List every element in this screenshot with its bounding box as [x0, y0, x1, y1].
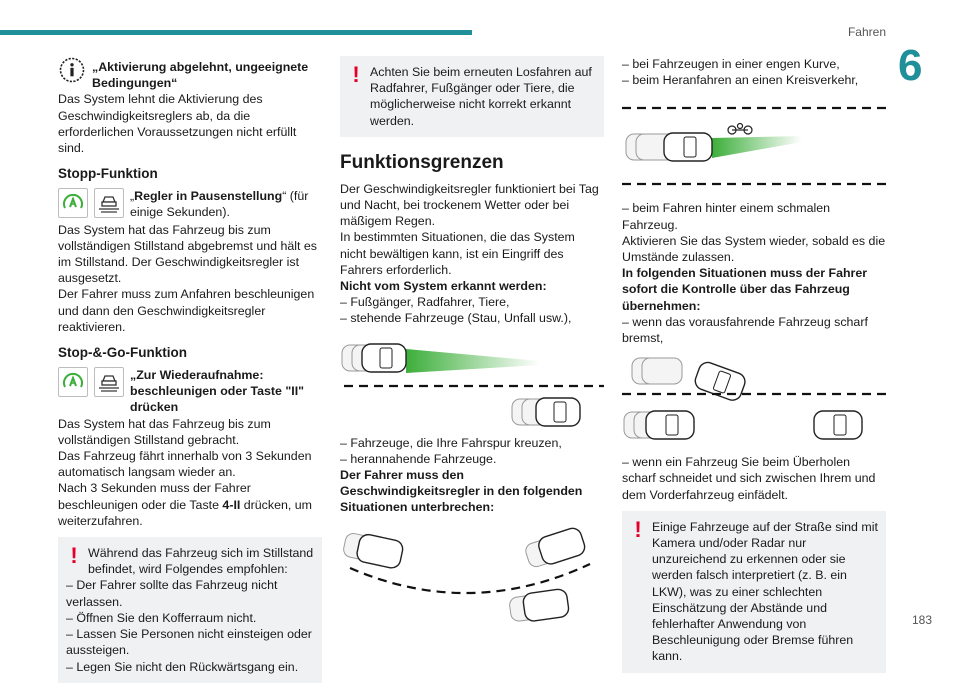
cruise-control-icon [58, 188, 88, 218]
list-item: – beim Heranfahren an einen Kreisverkehr, [622, 73, 859, 88]
vehicle-ahead-icon [94, 367, 124, 397]
list-item: – bei Fahrzeugen in einer engen Kurve, [622, 57, 840, 71]
warning-text: Einige Fahrzeuge auf der Straße sind mit Kamera und/oder Radar nur unzureichend zu erkennen oder sie werden falsch interpretiert (z. B. ein LKW), was zu einer schlechten Einschätzung der Abstände und fehlerhafter Anwendung von Beschleunigung oder Bremse führen kann. [652, 519, 878, 664]
warning-box-detection [622, 511, 886, 673]
info-icon [58, 56, 86, 84]
info-title: „Aktivierung abgelehnt, ungeeignete Bedingungen“ [92, 60, 309, 91]
list-item: – wenn ein Fahrzeug Sie beim Überholen scharf schneidet und sich zwischen Ihrem und dem Vorderfahrzeug einfädelt. [622, 455, 876, 502]
warning-item: – Lassen Sie Personen nicht einsteigen oder aussteigen. [66, 627, 312, 658]
stopgo-paragraph-3: Nach 3 Sekunden muss der Fahrer beschleunigen oder die Taste 4-II drücken, um weiterzufahren. [58, 481, 312, 528]
limits-paragraph-1: Der Geschwindigkeitsregler funktioniert bei Tag und Nacht, bei trockenem Wetter oder bei mäßigem Regen. [340, 181, 599, 229]
info-notice [58, 56, 322, 91]
stopgo-heading: Stop-&-Go-Funktion [58, 345, 187, 361]
section-title: Fahren [847, 25, 886, 39]
warning-box-restart [340, 56, 604, 137]
stopp-heading: Stopp-Funktion [58, 166, 158, 182]
narrow-vehicle-illustration [622, 102, 886, 192]
stopp-message [58, 188, 322, 220]
warning-icon: ! [634, 516, 642, 542]
chapter-number: 6 [898, 41, 923, 90]
list-item: – Fußgänger, Radfahrer, Tiere, [340, 295, 510, 310]
column-left [58, 56, 322, 683]
not-detected-heading: Nicht vom System erkannt werden: [340, 279, 547, 294]
cut-in-vehicle-illustration [622, 354, 886, 446]
warning-item: – Der Fahrer sollte das Fahrzeug nicht verlassen. [66, 578, 278, 609]
column-middle [340, 56, 604, 642]
info-text: Das System lehnt die Aktivierung des Geschwindigkeitsreglers ab, da die erforderlichen Voraussetzungen nicht erfüllt sind. [58, 92, 297, 156]
warning-icon: ! [352, 62, 360, 87]
warning-item: – Öffnen Sie den Kofferraum nicht. [66, 610, 257, 625]
warning-intro: Während das Fahrzeug sich im Stillstand befindet, wird Folgendes empfohlen: [88, 546, 314, 577]
top-accent-bar [0, 30, 472, 35]
vehicle-ahead-icon [94, 188, 124, 218]
stopgo-paragraph-1: Das System hat das Fahrzeug bis zum vollständigen Stillstand gebracht. [58, 416, 271, 447]
warning-box-standstill [58, 537, 322, 683]
stopgo-message [58, 367, 322, 416]
page-number: 183 [911, 612, 932, 627]
stopp-paragraph-1: Das System hat das Fahrzeug bis zum vollständigen Stillstand abgebremst und hält es im Stillstand. Der Geschwindigkeitsregler ist ausgesetzt. [58, 222, 317, 286]
takeover-heading: In folgenden Situationen muss der Fahrer sofort die Kontrolle über das Fahrzeug übernehmen: [622, 266, 868, 313]
list-item: – stehende Fahrzeuge (Stau, Unfall usw.), [340, 311, 572, 326]
warning-text: Achten Sie beim erneuten Losfahren auf Radfahrer, Fußgänger oder Tiere, die möglicherweise nicht korrekt erkannt werden. [370, 65, 592, 128]
crossing-vehicles-illustration [340, 524, 604, 634]
stopp-paragraph-2: Der Fahrer muss zum Anfahren beschleunigen und dann den Geschwindigkeitsregler reaktivieren. [58, 287, 315, 334]
list-item: – wenn das vorausfahrende Fahrzeug scharf bremst, [622, 314, 868, 346]
warning-icon: ! [70, 543, 78, 569]
warning-item: – Legen Sie nicht den Rückwärtsgang ein. [66, 659, 299, 674]
reactivate-paragraph: Aktivieren Sie das System wieder, sobald es die Umstände zulassen. [622, 233, 886, 265]
list-item: – herannahende Fahrzeuge. [340, 451, 497, 466]
stationary-vehicle-illustration [340, 335, 604, 427]
column-right [622, 56, 886, 673]
stopgo-paragraph-2: Das Fahrzeug fährt innerhalb von 3 Sekunden automatisch langsam wieder an. [58, 449, 312, 480]
stopgo-message-text: „Zur Wiederaufnahme: beschleunigen oder Taste "II" drücken [130, 368, 305, 415]
interrupt-heading: Der Fahrer muss den Geschwindigkeitsregler in den folgenden Situationen unterbrechen: [340, 468, 583, 515]
stopp-message-text: „Regler in Pausenstellung“ (für einige Sekunden). [130, 189, 309, 220]
list-item: – Fahrzeuge, die Ihre Fahrspur kreuzen, [340, 435, 562, 450]
section-heading: Funktionsgrenzen [340, 151, 504, 173]
cruise-control-icon [58, 367, 88, 397]
list-item: – beim Fahren hinter einem schmalen Fahrzeug. [622, 201, 830, 232]
limits-paragraph-2: In bestimmten Situationen, die das System nicht bewältigen kann, ist ein Eingriff des Fahrers erforderlich. [340, 230, 575, 277]
